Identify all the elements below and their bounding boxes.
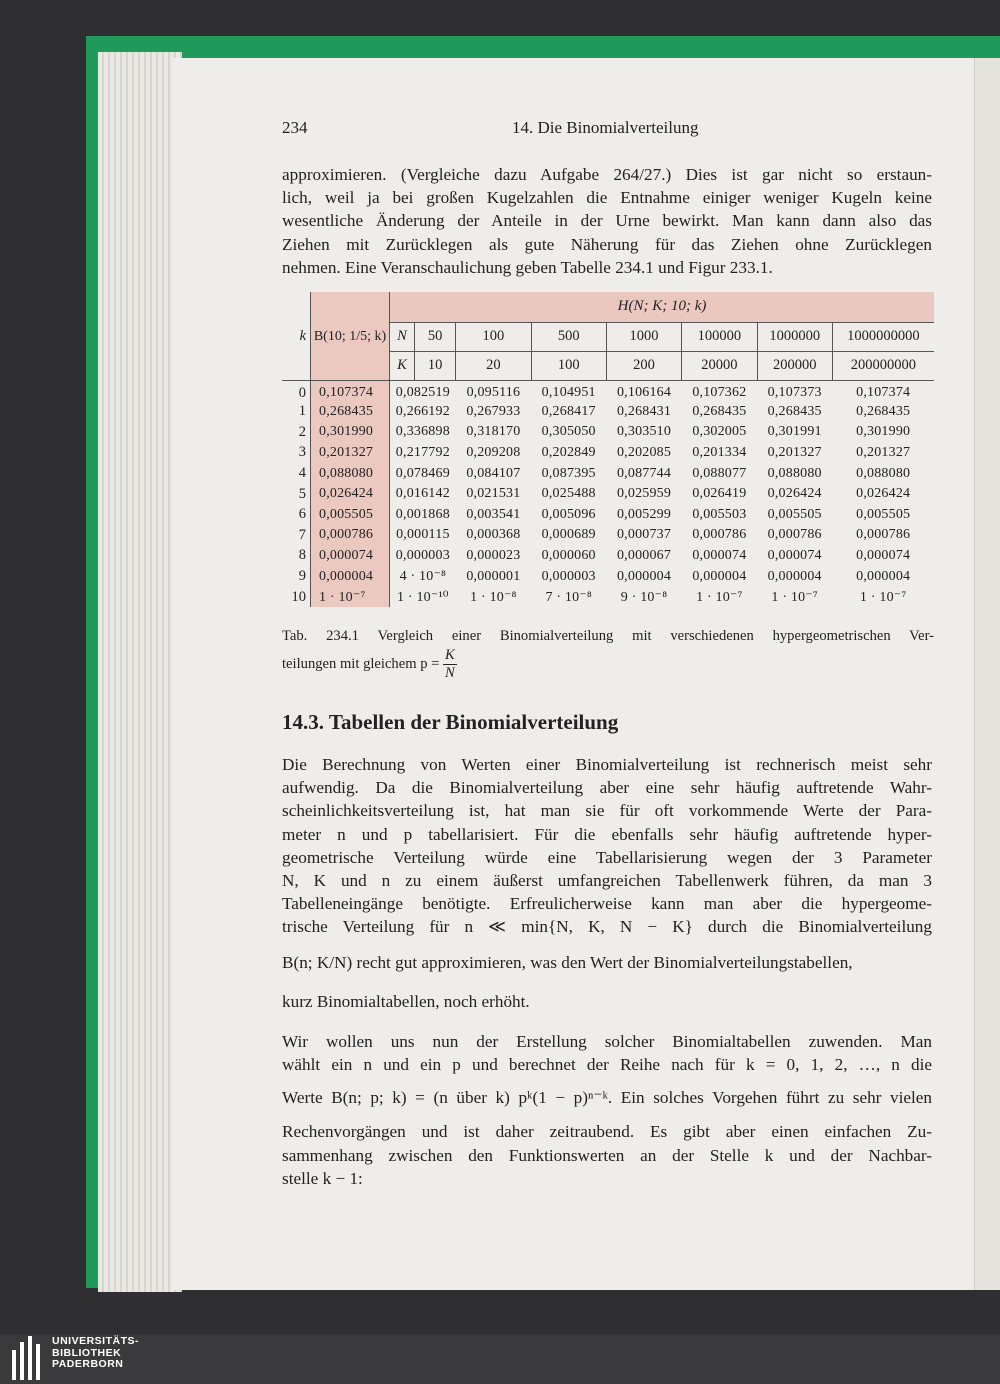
hypergeometric-value: 1 · 10⁻⁸ [470, 589, 517, 605]
hypergeometric-value: 0,266192 [390, 402, 456, 423]
k-value: 200 [606, 351, 681, 380]
hypergeometric-value: 0,087395 [541, 465, 596, 481]
text-line: Rechenvorgängen und ist daher zeitraubend. Es gibt aber einen einfachen Zu- [282, 1122, 932, 1142]
caption-fraction [443, 647, 457, 682]
hypergeometric-value: 0,000004 [616, 568, 672, 584]
hypergeometric-value: 0,095116 [466, 385, 521, 400]
formula-line [282, 939, 932, 987]
library-logo-icon [12, 1336, 46, 1380]
page-number: 234 [282, 118, 308, 137]
hypergeometric-value: 0,107373 [767, 385, 822, 400]
hypergeometric-value: 1 · 10⁻¹⁰ [390, 587, 456, 608]
hypergeometric-value: 0,000023 [466, 547, 521, 563]
k-value-cell: 3 [298, 444, 306, 461]
hypergeometric-value: 0,301990 [856, 424, 911, 440]
library-name-line: UNIVERSITÄTS- [52, 1335, 140, 1347]
hypergeometric-value: 0,005503 [692, 506, 747, 522]
k-value-cell: 4 [298, 465, 306, 482]
paragraph-tables [282, 753, 932, 1013]
hypergeometric-value: 0,267933 [466, 403, 521, 419]
n-value: 1000000 [757, 322, 832, 351]
hypergeometric-value: 0,336898 [390, 422, 456, 443]
hypergeometric-value: 0,005505 [767, 506, 822, 522]
hypergeometric-value: 0,268417 [541, 403, 596, 419]
text-line: meter n und p tabellarisiert. Für die ebenfalls sehr häufig auftretende hyper- [282, 824, 932, 844]
n-value: 1000 [606, 322, 681, 351]
binomial-value: 0,000786 [311, 525, 390, 546]
hypergeometric-value: 0,082519 [390, 380, 456, 402]
table-row [282, 504, 934, 525]
hypergeometric-value: 0,106164 [616, 385, 672, 400]
page-edges [98, 52, 182, 1292]
text-line: scheinlichkeitsverteilung ist, hat man sie für oft vorkommende Werte der Para- [282, 801, 932, 821]
hypergeometric-value: 0,000074 [856, 547, 911, 563]
hypergeometric-value: 0,000737 [616, 527, 672, 543]
hypergeometric-value: 0,104951 [541, 385, 596, 400]
table-cell [311, 292, 390, 322]
table-header-row [282, 292, 934, 322]
table-k-row [282, 351, 934, 380]
text-line: wesentliche Änderung der Anteile in der Urne bewirkt. Man kann dann also das [282, 211, 932, 231]
footer-bar [0, 1334, 1000, 1384]
fraction-numerator: K [445, 647, 455, 663]
k-value-cell: 0 [298, 384, 306, 401]
binomial-value: 0,000074 [311, 546, 390, 567]
hypergeometric-value: 0,087744 [616, 465, 672, 481]
table-cell [282, 351, 311, 380]
hypergeometric-value: 0,005096 [541, 506, 596, 522]
table-row [282, 566, 934, 587]
binomial-value: 0,201327 [311, 443, 390, 464]
table-caption [282, 625, 934, 682]
hypergeometric-value: 0,005299 [616, 506, 672, 522]
hypergeometric-value: 0,005505 [856, 506, 911, 522]
binomial-value: 1 · 10⁻⁷ [311, 587, 390, 608]
table-row [282, 402, 934, 423]
text-line: Tabelleneingänge benötigte. Erfreulicherweise kann man aber die hypergeome- [282, 894, 932, 914]
table-row [282, 380, 934, 402]
text-line: N, K und n zu einem äußerst umfangreichen Tabellenwerk führen, da man 3 [282, 870, 932, 890]
library-name [52, 1336, 139, 1371]
caption-line: Tab. 234.1 Vergleich einer Binomialverteilung mit verschiedenen hypergeometrischen Ver- [282, 628, 934, 644]
hypergeometric-value: 0,026419 [692, 486, 747, 502]
hypergeometric-value: 0,302005 [692, 424, 747, 440]
hypergeometric-value: 0,000786 [856, 527, 911, 543]
hypergeometric-value: 0,268435 [692, 403, 747, 419]
hypergeometric-value: 0,088080 [856, 465, 911, 481]
hypergeometric-value: 0,301991 [767, 424, 822, 440]
hypergeometric-value: 0,000004 [856, 568, 911, 584]
hypergeometric-value: 4 · 10⁻⁸ [390, 566, 456, 587]
k-value-cell: 6 [298, 506, 306, 523]
text-line: lich, weil ja bei großen Kugelzahlen die Entnahme einiger weniger Kugeln keine [282, 188, 932, 208]
hypergeometric-value: 0,000004 [692, 568, 747, 584]
hypergeometric-value: 0,000786 [692, 527, 747, 543]
hypergeometric-value: 0,202085 [616, 444, 672, 460]
n-label: N [390, 322, 415, 351]
n-value: 100000 [682, 322, 757, 351]
hypergeometric-value: 0,025488 [541, 486, 596, 502]
k-value: 100 [531, 351, 606, 380]
k-value: 10 [415, 351, 456, 380]
binomial-comparison-table [282, 292, 934, 607]
n-value: 500 [531, 322, 606, 351]
hypergeometric-value: 0,305050 [541, 424, 596, 440]
hypergeometric-value: 0,217792 [390, 443, 456, 464]
hypergeometric-value: 0,000004 [767, 568, 822, 584]
hypergeometric-value: 0,209208 [466, 444, 521, 460]
k-value-cell: 10 [291, 588, 306, 605]
binomial-value: 0,000004 [311, 566, 390, 587]
binomial-formula: B(n; K/N) [282, 952, 353, 972]
hypergeometric-value: 0,078469 [390, 463, 456, 484]
h-header: H(N; K; 10; k) [390, 292, 935, 322]
library-name-line: BIBLIOTHEK [52, 1346, 122, 1359]
k-value-cell: 8 [298, 547, 306, 564]
hypergeometric-value: 0,088077 [692, 465, 747, 481]
table-row [282, 443, 934, 464]
hypergeometric-value: 0,000003 [390, 546, 456, 567]
hypergeometric-value: 7 · 10⁻⁸ [545, 589, 592, 605]
hypergeometric-value: 0,303510 [616, 424, 672, 440]
text-line: stelle k − 1: [282, 1168, 363, 1188]
binomial-value: 0,005505 [311, 504, 390, 525]
b-header: B(10; 1/5; k) [311, 322, 390, 351]
fraction-denominator: N [445, 665, 455, 681]
library-name-line: PADERBORN [52, 1358, 124, 1370]
k-label: K [390, 351, 415, 380]
text-line: approximieren. (Vergleiche dazu Aufgabe 264/27.) Dies ist gar nicht so erstaun- [282, 165, 932, 184]
text-line: Wir wollen uns nun der Erstellung solcher Binomialtabellen zuwenden. Man [282, 1032, 932, 1051]
hypergeometric-value: 0,000689 [541, 527, 596, 543]
hypergeometric-value: 0,026424 [856, 486, 911, 502]
table-row [282, 422, 934, 443]
hypergeometric-value: 0,021531 [466, 486, 521, 502]
formula-line: Werte B(n; p; k) = (n über k) pᵏ(1 − p)ⁿ⁻ᵏ. Ein solches Vorgehen führt zu sehr vielen [282, 1088, 932, 1108]
hypergeometric-value: 0,107362 [692, 385, 747, 400]
hypergeometric-value: 0,107374 [856, 385, 911, 400]
hypergeometric-value: 0,025959 [616, 486, 672, 502]
hypergeometric-value: 0,202849 [541, 444, 596, 460]
hypergeometric-value: 0,003541 [466, 506, 521, 522]
hypergeometric-value: 1 · 10⁻⁷ [859, 589, 907, 605]
hypergeometric-value: 0,000786 [767, 527, 822, 543]
binomial-value: 0,107374 [311, 380, 390, 402]
paragraph-construction [282, 1030, 932, 1190]
table-row [282, 463, 934, 484]
hypergeometric-value: 9 · 10⁻⁸ [620, 589, 668, 605]
text-line: nehmen. Eine Veranschaulichung geben Tabelle 234.1 und Figur 233.1. [282, 257, 773, 277]
hypergeometric-value: 0,268435 [767, 403, 822, 419]
binomial-value: 0,301990 [311, 422, 390, 443]
hypergeometric-value: 0,000074 [692, 547, 747, 563]
hypergeometric-value: 0,001868 [390, 504, 456, 525]
hypergeometric-value: 0,016142 [390, 484, 456, 505]
hypergeometric-value: 0,000001 [466, 568, 521, 584]
k-value: 20 [456, 351, 531, 380]
k-value-cell: 7 [298, 526, 306, 543]
table-row [282, 484, 934, 505]
k-value: 200000 [757, 351, 832, 380]
hypergeometric-value: 1 · 10⁻⁷ [696, 589, 743, 605]
k-value: 20000 [682, 351, 757, 380]
k-value-cell: 9 [298, 568, 306, 585]
text-line: wählt ein n und ein p und berechnet der Reihe nach für k = 0, 1, 2, …, n die [282, 1055, 932, 1075]
text-line: aufwendig. Da die Binomialverteilung aber eine sehr häufig auftretende Wahr- [282, 778, 932, 798]
k-value-cell: 1 [298, 403, 306, 420]
hypergeometric-value: 0,000003 [541, 568, 596, 584]
hypergeometric-value: 0,201327 [856, 444, 911, 460]
hypergeometric-value: 0,000115 [390, 525, 456, 546]
hypergeometric-value: 0,026424 [767, 486, 822, 502]
k-header: k [299, 328, 306, 344]
hypergeometric-value: 0,088080 [767, 465, 822, 481]
hypergeometric-value: 0,084107 [466, 465, 521, 481]
n-value: 50 [415, 322, 456, 351]
binomial-value: 0,026424 [311, 484, 390, 505]
hypergeometric-value: 1 · 10⁻⁷ [771, 589, 818, 605]
hypergeometric-value: 0,268431 [616, 403, 672, 419]
k-value: 200000000 [832, 351, 934, 380]
text-segment: recht gut approximieren, was den Wert der Binomialverteilungstabellen, [356, 952, 853, 972]
text-line: Ziehen mit Zurücklegen als gute Näherung für das Ziehen ohne Zurücklegen [282, 234, 932, 254]
n-value: 1000000000 [832, 322, 934, 351]
n-value: 100 [456, 322, 531, 351]
next-page-edge [974, 58, 1000, 1290]
binomial-value: 0,088080 [311, 463, 390, 484]
section-heading: 14.3. Tabellen der Binomialverteilung [282, 710, 619, 734]
hypergeometric-value: 0,000060 [541, 547, 596, 563]
hypergeometric-value: 0,201327 [767, 444, 822, 460]
k-value-cell: 5 [298, 485, 306, 502]
text-line: geometrische Verteilung würde eine Tabellarisierung wegen der 3 Parameter [282, 847, 932, 867]
text-line: trische Verteilung für n ≪ min{N, K, N − K} durch die Binomialverteilung [282, 917, 932, 937]
hypergeometric-value: 0,000067 [616, 547, 672, 563]
table-row [282, 587, 934, 608]
table-cell [282, 292, 311, 322]
k-value-cell: 2 [298, 423, 306, 440]
binomial-value: 0,268435 [311, 402, 390, 423]
table-row [282, 525, 934, 546]
hypergeometric-value: 0,000368 [466, 527, 521, 543]
running-title: 14. Die Binomialverteilung [512, 118, 699, 137]
hypergeometric-value: 0,268435 [856, 403, 911, 419]
paragraph-intro [282, 163, 932, 279]
text-line: sammenhang zwischen den Funktionswerten an der Stelle k und der Nachbar- [282, 1145, 932, 1165]
table-cell [311, 351, 390, 380]
caption-line: teilungen mit gleichem p = [282, 655, 440, 672]
hypergeometric-value: 0,000074 [767, 547, 822, 563]
text-line: kurz Binomialtabellen, noch erhöht. [282, 991, 530, 1011]
hypergeometric-value: 0,318170 [466, 424, 521, 440]
table-n-row [282, 322, 934, 351]
table-row [282, 546, 934, 567]
text-line: Die Berechnung von Werten einer Binomialverteilung ist rechnerisch meist sehr [282, 755, 932, 774]
hypergeometric-value: 0,201334 [692, 444, 747, 460]
